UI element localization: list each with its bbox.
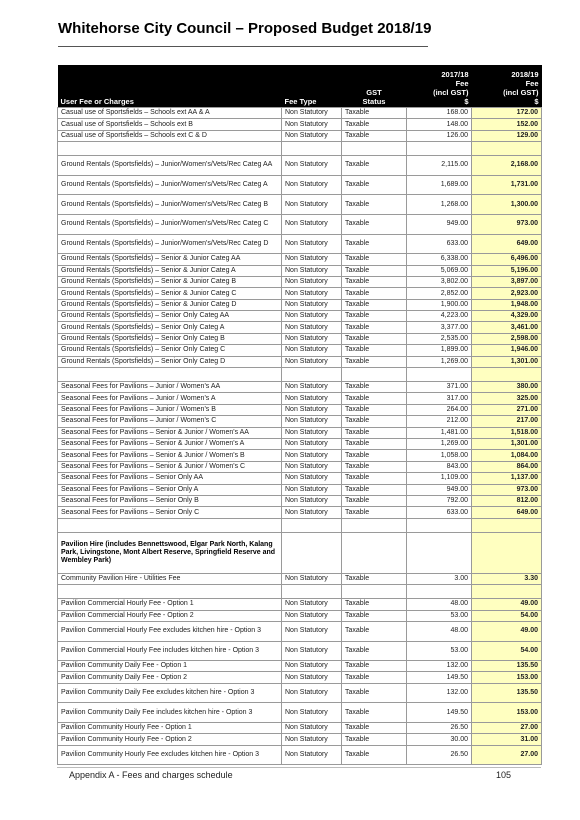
gst-status-cell: Taxable (342, 484, 407, 495)
table-row (58, 621, 542, 641)
fee-type-cell: Non Statutory (282, 610, 342, 621)
fee-2017-18-cell: 633.00 (407, 234, 472, 254)
table-row (58, 723, 542, 734)
fee-description-cell: Pavilion Community Hourly Fee excludes kitchen hire - Option 3 (58, 745, 282, 765)
fee-2017-18-cell: 3,377.00 (407, 322, 472, 333)
table-row (58, 461, 542, 472)
gst-status-cell: Taxable (342, 288, 407, 299)
fee-description-cell: Pavilion Commercial Hourly Fee - Option 2 (58, 610, 282, 621)
spacer-cell (282, 142, 342, 156)
spacer-cell (282, 518, 342, 532)
spacer-cell (282, 585, 342, 599)
table-row (58, 703, 542, 723)
gst-status-cell: Taxable (342, 610, 407, 621)
empty-cell (342, 532, 407, 573)
header-fee-2017-18: 2017/18 Fee (incl GST) $ (407, 65, 472, 108)
fee-type-cell: Non Statutory (282, 745, 342, 765)
fee-2018-19-cell: 3.30 (472, 573, 542, 584)
gst-status-cell: Taxable (342, 672, 407, 683)
fee-description-cell: Ground Rentals (Sportsfields) – Senior Only Categ C (58, 345, 282, 356)
footer-appendix-label: Appendix A - Fees and charges schedule (69, 770, 233, 780)
gst-status-cell: Taxable (342, 265, 407, 276)
table-row (58, 416, 542, 427)
fee-2018-19-cell: 1,300.00 (472, 195, 542, 215)
fee-2018-19-cell: 27.00 (472, 745, 542, 765)
fee-2018-19-cell: 3,897.00 (472, 276, 542, 287)
fee-2017-18-cell: 1,481.00 (407, 427, 472, 438)
gst-status-cell: Taxable (342, 108, 407, 119)
fee-2018-19-cell: 380.00 (472, 382, 542, 393)
fee-2017-18-cell: 1,269.00 (407, 356, 472, 367)
fee-2017-18-cell: 149.50 (407, 703, 472, 723)
fee-2017-18-cell: 843.00 (407, 461, 472, 472)
fee-2018-19-cell: 812.00 (472, 495, 542, 506)
gst-status-cell: Taxable (342, 356, 407, 367)
fee-2017-18-cell: 126.00 (407, 130, 472, 141)
fee-2017-18-cell: 30.00 (407, 734, 472, 745)
spacer-cell (58, 368, 282, 382)
table-row (58, 322, 542, 333)
table-row (58, 610, 542, 621)
fee-2017-18-cell: 3,802.00 (407, 276, 472, 287)
fee-2018-19-cell: 27.00 (472, 723, 542, 734)
spacer-cell (342, 518, 407, 532)
fee-2017-18-cell: 317.00 (407, 393, 472, 404)
gst-status-cell: Taxable (342, 416, 407, 427)
spacer-cell (282, 368, 342, 382)
fee-description-cell: Pavilion Community Hourly Fee - Option 2 (58, 734, 282, 745)
fee-type-cell: Non Statutory (282, 641, 342, 661)
fee-type-cell: Non Statutory (282, 439, 342, 450)
fee-2017-18-cell: 1,900.00 (407, 299, 472, 310)
fee-description-cell: Ground Rentals (Sportsfields) – Junior/Women's/Vets/Rec Categ D (58, 234, 282, 254)
table-row (58, 119, 542, 130)
table-row (58, 333, 542, 344)
spacer-row (58, 518, 542, 532)
fee-type-cell: Non Statutory (282, 322, 342, 333)
fee-2018-19-cell: 2,598.00 (472, 333, 542, 344)
fee-type-cell: Non Statutory (282, 175, 342, 195)
fee-2018-19-cell: 1,946.00 (472, 345, 542, 356)
spacer-cell (58, 142, 282, 156)
fee-type-cell: Non Statutory (282, 382, 342, 393)
header-user-fee: User Fee or Charges (58, 65, 282, 108)
fee-2017-18-cell: 371.00 (407, 382, 472, 393)
table-row (58, 473, 542, 484)
fee-2018-19-cell: 4,329.00 (472, 311, 542, 322)
spacer-cell (472, 142, 542, 156)
fee-2017-18-cell: 149.50 (407, 672, 472, 683)
fee-description-cell: Seasonal Fees for Pavilions – Junior / Women's AA (58, 382, 282, 393)
fee-2017-18-cell: 53.00 (407, 610, 472, 621)
table-row (58, 345, 542, 356)
table-row (58, 195, 542, 215)
fee-2017-18-cell: 2,852.00 (407, 288, 472, 299)
gst-status-cell: Taxable (342, 382, 407, 393)
fee-2018-19-cell: 6,496.00 (472, 254, 542, 265)
gst-status-cell: Taxable (342, 156, 407, 176)
fee-description-cell: Community Pavilion Hire - Utilities Fee (58, 573, 282, 584)
spacer-cell (407, 518, 472, 532)
fee-description-cell: Pavilion Community Daily Fee excludes kitchen hire - Option 3 (58, 683, 282, 703)
fee-2018-19-cell: 153.00 (472, 672, 542, 683)
fee-type-cell: Non Statutory (282, 276, 342, 287)
table-row (58, 214, 542, 234)
fee-2017-18-cell: 2,115.00 (407, 156, 472, 176)
fee-description-cell: Ground Rentals (Sportsfields) – Senior Only Categ D (58, 356, 282, 367)
fee-type-cell: Non Statutory (282, 450, 342, 461)
fee-type-cell: Non Statutory (282, 234, 342, 254)
fee-type-cell: Non Statutory (282, 507, 342, 518)
fee-description-cell: Pavilion Commercial Hourly Fee - Option 1 (58, 599, 282, 610)
gst-status-cell: Taxable (342, 683, 407, 703)
gst-status-cell: Taxable (342, 214, 407, 234)
table-row (58, 683, 542, 703)
fee-description-cell: Seasonal Fees for Pavilions – Senior & Junior / Women's AA (58, 427, 282, 438)
gst-status-cell: Taxable (342, 276, 407, 287)
gst-status-cell: Taxable (342, 507, 407, 518)
fee-2018-19-cell: 1,518.00 (472, 427, 542, 438)
fee-description-cell: Seasonal Fees for Pavilions – Junior / Women's A (58, 393, 282, 404)
table-row (58, 484, 542, 495)
fee-type-cell: Non Statutory (282, 108, 342, 119)
fee-2018-19-cell: 135.50 (472, 661, 542, 672)
fee-description-cell: Ground Rentals (Sportsfields) – Senior & Junior Categ C (58, 288, 282, 299)
table-header-row (58, 65, 542, 108)
table-row (58, 382, 542, 393)
fee-description-cell: Ground Rentals (Sportsfields) – Senior Only Categ A (58, 322, 282, 333)
fee-2018-19-cell: 1,137.00 (472, 473, 542, 484)
fee-2017-18-cell: 1,268.00 (407, 195, 472, 215)
fee-type-cell: Non Statutory (282, 156, 342, 176)
fee-2018-19-cell: 54.00 (472, 610, 542, 621)
fee-type-cell: Non Statutory (282, 254, 342, 265)
fee-2018-19-cell: 5,196.00 (472, 265, 542, 276)
table-row (58, 254, 542, 265)
fee-description-cell: Pavilion Commercial Hourly Fee includes kitchen hire - Option 3 (58, 641, 282, 661)
spacer-row (58, 585, 542, 599)
fee-description-cell: Ground Rentals (Sportsfields) – Senior Only Categ AA (58, 311, 282, 322)
gst-status-cell: Taxable (342, 427, 407, 438)
fee-type-cell: Non Statutory (282, 495, 342, 506)
fee-type-cell: Non Statutory (282, 672, 342, 683)
fee-description-cell: Ground Rentals (Sportsfields) – Senior & Junior Categ B (58, 276, 282, 287)
fee-type-cell: Non Statutory (282, 723, 342, 734)
fee-description-cell: Seasonal Fees for Pavilions – Junior / Women's C (58, 416, 282, 427)
fee-description-cell: Seasonal Fees for Pavilions – Senior Only C (58, 507, 282, 518)
section-heading-row (58, 532, 542, 573)
fee-description-cell: Seasonal Fees for Pavilions – Senior & Junior / Women's C (58, 461, 282, 472)
spacer-cell (58, 585, 282, 599)
fee-2018-19-cell: 649.00 (472, 507, 542, 518)
fee-type-cell: Non Statutory (282, 473, 342, 484)
fee-type-cell: Non Statutory (282, 265, 342, 276)
fee-description-cell: Ground Rentals (Sportsfields) – Senior & Junior Categ AA (58, 254, 282, 265)
table-row (58, 599, 542, 610)
table-row (58, 661, 542, 672)
table-row (58, 404, 542, 415)
fee-description-cell: Ground Rentals (Sportsfields) – Junior/Women's/Vets/Rec Categ A (58, 175, 282, 195)
table-row (58, 672, 542, 683)
spacer-row (58, 142, 542, 156)
table-row (58, 175, 542, 195)
fee-2017-18-cell: 1,058.00 (407, 450, 472, 461)
fee-type-cell: Non Statutory (282, 599, 342, 610)
fee-2017-18-cell: 1,269.00 (407, 439, 472, 450)
gst-status-cell: Taxable (342, 234, 407, 254)
fee-2018-19-cell: 1,084.00 (472, 450, 542, 461)
table-row (58, 427, 542, 438)
fee-2017-18-cell: 1,689.00 (407, 175, 472, 195)
gst-status-cell: Taxable (342, 404, 407, 415)
fee-description-cell: Ground Rentals (Sportsfields) – Senior & Junior Categ D (58, 299, 282, 310)
fee-2018-19-cell: 49.00 (472, 599, 542, 610)
gst-status-cell: Taxable (342, 195, 407, 215)
gst-status-cell: Taxable (342, 254, 407, 265)
fee-description-cell: Seasonal Fees for Pavilions – Junior / Women's B (58, 404, 282, 415)
fee-2017-18-cell: 26.50 (407, 745, 472, 765)
fee-description-cell: Ground Rentals (Sportsfields) – Junior/Women's/Vets/Rec Categ AA (58, 156, 282, 176)
fee-type-cell: Non Statutory (282, 404, 342, 415)
fee-2018-19-cell: 129.00 (472, 130, 542, 141)
fee-2018-19-cell: 1,731.00 (472, 175, 542, 195)
gst-status-cell: Taxable (342, 641, 407, 661)
fee-2017-18-cell: 3.00 (407, 573, 472, 584)
spacer-row (58, 368, 542, 382)
fee-type-cell: Non Statutory (282, 416, 342, 427)
fee-type-cell: Non Statutory (282, 311, 342, 322)
fee-2017-18-cell: 264.00 (407, 404, 472, 415)
fees-table-body (58, 108, 542, 765)
table-row (58, 450, 542, 461)
fee-type-cell: Non Statutory (282, 661, 342, 672)
fee-2018-19-cell: 973.00 (472, 214, 542, 234)
fee-2017-18-cell: 949.00 (407, 214, 472, 234)
fee-2017-18-cell: 212.00 (407, 416, 472, 427)
fee-type-cell: Non Statutory (282, 119, 342, 130)
fee-2017-18-cell: 132.00 (407, 661, 472, 672)
table-row (58, 299, 542, 310)
fee-type-cell: Non Statutory (282, 214, 342, 234)
fee-description-cell: Ground Rentals (Sportsfields) – Junior/Women's/Vets/Rec Categ B (58, 195, 282, 215)
gst-status-cell: Taxable (342, 450, 407, 461)
fee-2018-19-cell: 649.00 (472, 234, 542, 254)
fee-description-cell: Seasonal Fees for Pavilions – Senior Only AA (58, 473, 282, 484)
table-row (58, 734, 542, 745)
gst-status-cell: Taxable (342, 661, 407, 672)
fee-2017-18-cell: 48.00 (407, 621, 472, 641)
fee-description-cell: Pavilion Community Daily Fee includes kitchen hire - Option 3 (58, 703, 282, 723)
fees-table (57, 65, 542, 765)
empty-cell (407, 532, 472, 573)
spacer-cell (58, 518, 282, 532)
fee-2018-19-cell: 49.00 (472, 621, 542, 641)
fee-description-cell: Ground Rentals (Sportsfields) – Senior & Junior Categ A (58, 265, 282, 276)
fee-type-cell: Non Statutory (282, 345, 342, 356)
spacer-cell (342, 585, 407, 599)
table-row (58, 276, 542, 287)
spacer-cell (342, 142, 407, 156)
fee-description-cell: Pavilion Commercial Hourly Fee excludes kitchen hire - Option 3 (58, 621, 282, 641)
table-row (58, 265, 542, 276)
section-heading: Pavilion Hire (includes Bennettswood, Elgar Park North, Kalang Park, Livingstone, Mont Albert Reserve, Springfield Reserve and Wembley Park) (58, 532, 282, 573)
gst-status-cell: Taxable (342, 345, 407, 356)
table-row (58, 356, 542, 367)
fee-description-cell: Seasonal Fees for Pavilions – Senior & Junior / Women's A (58, 439, 282, 450)
page-number: 105 (495, 770, 511, 780)
fee-2017-18-cell: 1,109.00 (407, 473, 472, 484)
fee-2017-18-cell: 4,223.00 (407, 311, 472, 322)
fee-2017-18-cell: 2,535.00 (407, 333, 472, 344)
table-row (58, 507, 542, 518)
table-row (58, 641, 542, 661)
gst-status-cell: Taxable (342, 734, 407, 745)
fee-2018-19-cell: 2,168.00 (472, 156, 542, 176)
fee-2018-19-cell: 1,301.00 (472, 439, 542, 450)
fee-2018-19-cell: 1,948.00 (472, 299, 542, 310)
fee-type-cell: Non Statutory (282, 427, 342, 438)
gst-status-cell: Taxable (342, 299, 407, 310)
fee-2018-19-cell: 973.00 (472, 484, 542, 495)
fee-2017-18-cell: 148.00 (407, 119, 472, 130)
fee-type-cell: Non Statutory (282, 130, 342, 141)
empty-cell (282, 532, 342, 573)
table-row (58, 439, 542, 450)
fee-2017-18-cell: 6,338.00 (407, 254, 472, 265)
table-row (58, 573, 542, 584)
gst-status-cell: Taxable (342, 745, 407, 765)
fee-2018-19-cell: 3,461.00 (472, 322, 542, 333)
page-title: Whitehorse City Council – Proposed Budget 2018/19 (58, 20, 432, 37)
table-row (58, 311, 542, 322)
table-row (58, 288, 542, 299)
gst-status-cell: Taxable (342, 119, 407, 130)
table-row (58, 393, 542, 404)
fee-2018-19-cell: 1,301.00 (472, 356, 542, 367)
fee-2017-18-cell: 53.00 (407, 641, 472, 661)
header-gst-status: GST Status (342, 65, 407, 108)
table-row (58, 156, 542, 176)
footer-divider (57, 767, 541, 768)
gst-status-cell: Taxable (342, 322, 407, 333)
fee-2017-18-cell: 633.00 (407, 507, 472, 518)
fee-type-cell: Non Statutory (282, 195, 342, 215)
gst-status-cell: Taxable (342, 333, 407, 344)
header-fee-type: Fee Type (282, 65, 342, 108)
spacer-cell (472, 368, 542, 382)
gst-status-cell: Taxable (342, 723, 407, 734)
gst-status-cell: Taxable (342, 393, 407, 404)
fee-2018-19-cell: 217.00 (472, 416, 542, 427)
fee-type-cell: Non Statutory (282, 461, 342, 472)
gst-status-cell: Taxable (342, 495, 407, 506)
gst-status-cell: Taxable (342, 439, 407, 450)
spacer-cell (472, 585, 542, 599)
gst-status-cell: Taxable (342, 175, 407, 195)
spacer-cell (407, 142, 472, 156)
gst-status-cell: Taxable (342, 311, 407, 322)
gst-status-cell: Taxable (342, 473, 407, 484)
fee-description-cell: Pavilion Community Daily Fee - Option 1 (58, 661, 282, 672)
fee-2018-19-cell: 325.00 (472, 393, 542, 404)
fee-2017-18-cell: 5,069.00 (407, 265, 472, 276)
spacer-cell (342, 368, 407, 382)
fee-type-cell: Non Statutory (282, 683, 342, 703)
fee-2018-19-cell: 2,923.00 (472, 288, 542, 299)
fee-2018-19-cell: 864.00 (472, 461, 542, 472)
fee-description-cell: Casual use of Sportsfields – Schools ext B (58, 119, 282, 130)
fee-2018-19-cell: 172.00 (472, 108, 542, 119)
fee-2017-18-cell: 792.00 (407, 495, 472, 506)
fee-2018-19-cell: 54.00 (472, 641, 542, 661)
fee-description-cell: Casual use of Sportsfields – Schools ext C & D (58, 130, 282, 141)
gst-status-cell: Taxable (342, 703, 407, 723)
fee-2017-18-cell: 168.00 (407, 108, 472, 119)
fee-type-cell: Non Statutory (282, 299, 342, 310)
gst-status-cell: Taxable (342, 599, 407, 610)
fee-2018-19-cell: 271.00 (472, 404, 542, 415)
title-divider (58, 46, 428, 47)
gst-status-cell: Taxable (342, 461, 407, 472)
fee-2018-19-cell: 135.50 (472, 683, 542, 703)
fee-type-cell: Non Statutory (282, 703, 342, 723)
fee-description-cell: Casual use of Sportsfields – Schools ext AA & A (58, 108, 282, 119)
gst-status-cell: Taxable (342, 621, 407, 641)
table-row (58, 130, 542, 141)
fee-type-cell: Non Statutory (282, 734, 342, 745)
fee-description-cell: Seasonal Fees for Pavilions – Senior Only B (58, 495, 282, 506)
fee-description-cell: Seasonal Fees for Pavilions – Senior Only A (58, 484, 282, 495)
spacer-cell (407, 585, 472, 599)
table-row (58, 234, 542, 254)
fee-2018-19-cell: 31.00 (472, 734, 542, 745)
spacer-cell (472, 518, 542, 532)
fee-type-cell: Non Statutory (282, 484, 342, 495)
fee-description-cell: Seasonal Fees for Pavilions – Senior & Junior / Women's B (58, 450, 282, 461)
fee-2018-19-cell: 153.00 (472, 703, 542, 723)
fee-2017-18-cell: 132.00 (407, 683, 472, 703)
spacer-cell (407, 368, 472, 382)
fee-type-cell: Non Statutory (282, 288, 342, 299)
header-fee-2018-19: 2018/19 Fee (incl GST) $ (472, 65, 542, 108)
fee-type-cell: Non Statutory (282, 621, 342, 641)
fee-type-cell: Non Statutory (282, 333, 342, 344)
table-row (58, 745, 542, 765)
fee-description-cell: Pavilion Community Hourly Fee - Option 1 (58, 723, 282, 734)
fee-2017-18-cell: 1,899.00 (407, 345, 472, 356)
fee-description-cell: Pavilion Community Daily Fee - Option 2 (58, 672, 282, 683)
table-row (58, 495, 542, 506)
fee-description-cell: Ground Rentals (Sportsfields) – Senior Only Categ B (58, 333, 282, 344)
fee-2017-18-cell: 26.50 (407, 723, 472, 734)
table-row (58, 108, 542, 119)
fee-type-cell: Non Statutory (282, 573, 342, 584)
gst-status-cell: Taxable (342, 130, 407, 141)
fee-type-cell: Non Statutory (282, 356, 342, 367)
gst-status-cell: Taxable (342, 573, 407, 584)
fee-2017-18-cell: 48.00 (407, 599, 472, 610)
fee-type-cell: Non Statutory (282, 393, 342, 404)
fee-2018-19-cell: 152.00 (472, 119, 542, 130)
empty-cell (472, 532, 542, 573)
fee-2017-18-cell: 949.00 (407, 484, 472, 495)
fee-description-cell: Ground Rentals (Sportsfields) – Junior/Women's/Vets/Rec Categ C (58, 214, 282, 234)
